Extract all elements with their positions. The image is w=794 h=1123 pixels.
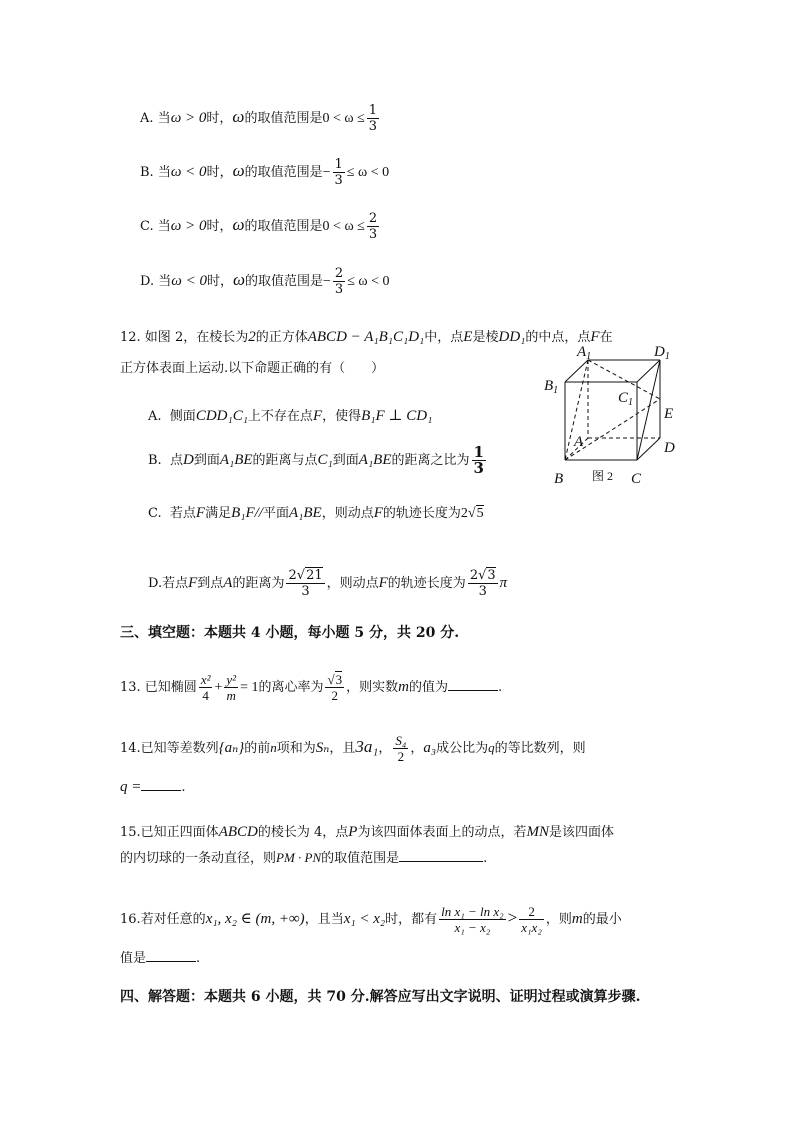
- cube-figure: [530, 340, 690, 490]
- answer-blank-15[interactable]: [399, 849, 483, 862]
- label-a1: $A_1$: [577, 344, 592, 362]
- question-16-line-1: 16.若对任意的x₁, x₂ ∈ (m, +∞)，且当x₁ < x₂时，都有 $\frac{\text{ln x₁ − ln x₂}}{\text{x₁ − x₂}}$ > $\frac{2}{\text{x₁x₂}}$ ，则m的最小: [120, 904, 622, 935]
- question-16-line-2: 值是 .: [120, 951, 201, 966]
- question-14-line-2: q = .: [120, 779, 186, 795]
- answer-blank-13[interactable]: [448, 678, 498, 691]
- label-c1: $C_1$: [618, 390, 634, 408]
- edge-c-d: [637, 438, 660, 460]
- label-e: E: [664, 406, 674, 422]
- label-c: C: [631, 471, 642, 487]
- segment-c-d1: [637, 360, 660, 460]
- question-14-line-1: 14.已知等差数列{aₙ}的前n项和为Sₙ，且3a₁， $\frac{\text{S₄}}{2}$ ，a₃成公比为q的等比数列，则: [120, 733, 586, 764]
- answer-blank-14[interactable]: [141, 778, 181, 791]
- label-b: B: [554, 471, 564, 487]
- question-15-line-2: 的内切球的一条动直径，则PM · PN的取值范围是 .: [120, 850, 488, 866]
- edge-d1-c1: [637, 360, 660, 382]
- label-d1: $D_1$: [654, 344, 670, 362]
- option-11-c: C. 当ω > 0时，ω的取值范围是0 < ω ≤ $\frac{2}{3}$: [140, 211, 378, 242]
- option-11-b: B. 当ω < 0时，ω的取值范围是− $\frac{1}{3}$ ≤ ω < 0: [140, 157, 390, 188]
- edge-b1-a1: [565, 360, 588, 382]
- label-d: D: [664, 440, 675, 456]
- question-12-option-a: A. 侧面CDD₁C₁上不存在点F，使得B₁F ⊥ CD₁: [148, 408, 433, 424]
- label-b1: $B_1$: [544, 378, 559, 396]
- question-12-line-2: 正方体表面上运动.以下命题正确的有（ ）: [120, 361, 385, 376]
- section-4-heading: 四、解答题：本题共 6 小题，共 70 分.解答应写出文字说明、证明过程或演算步骤.: [120, 989, 641, 1005]
- question-12-option-d: D.若点F到点A的距离为 $\frac{2√21}{3}$ ，则动点F的轨迹长度为 $\frac{2√3}{3}$ π: [148, 568, 508, 599]
- answer-blank-16[interactable]: [146, 949, 196, 962]
- question-12-line-1: 12. 如图 2，在棱长为2的正方体ABCD − A₁B₁C₁D₁中，点E是棱DD₁的中点，点F在: [120, 329, 613, 345]
- question-13: 13. 已知椭圆 $\frac{\text{x²}}{4}$ + $\frac{\text{y²}}{m}$ = 1的离心率为 $\frac{√3}{2}$ ，则实数m的值为 .: [120, 672, 503, 703]
- label-a: A: [574, 434, 584, 450]
- section-3-heading: 三、填空题：本题共 4 小题，每小题 5 分，共 20 分.: [120, 625, 460, 641]
- option-11-a: A. 当ω > 0时，ω的取值范围是0 < ω ≤ $\frac{1}{3}$: [140, 103, 378, 134]
- option-11-d: D. 当ω < 0时，ω的取值范围是− $\frac{2}{3}$ ≤ ω < 0: [140, 266, 390, 297]
- segment-b-e: [565, 399, 660, 460]
- figure-caption: 图 2: [592, 469, 614, 483]
- question-15-line-1: 15.已知正四面体ABCD的棱长为 4，点P为该四面体表面上的动点，若MN是该四面体: [120, 824, 614, 840]
- question-12-option-b: B. 点D到面A₁BE的距离与点C₁到面A₁BE的距离之比为 $\frac{1}{3}$: [148, 443, 484, 477]
- question-12-option-c: C. 若点F满足B₁F//平面A₁BE，则动点F的轨迹长度为2√5: [148, 505, 484, 521]
